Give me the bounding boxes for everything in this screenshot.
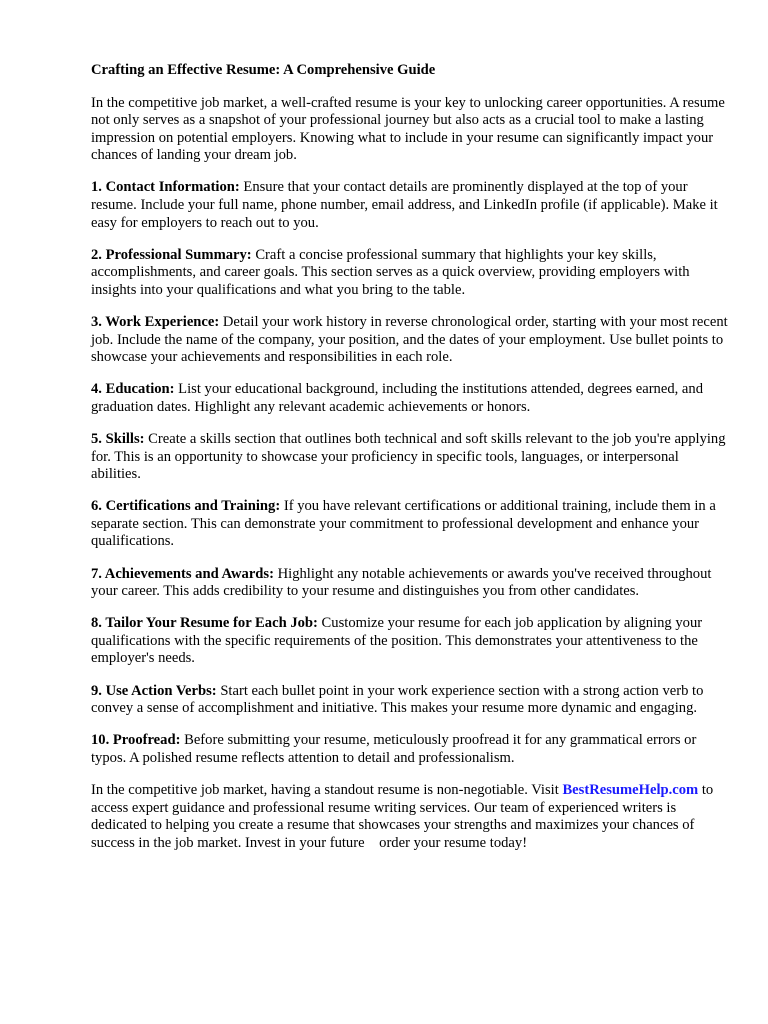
closing-paragraph — [91, 782, 731, 852]
section-body: List your educational background, including the institutions attended, degrees earned, and graduation dates. Highlight any relevant academic achievements or honors. — [91, 381, 703, 415]
section-body: Start each bullet point in your work experience section with a strong action verb to convey a sense of accomplishment and initiative. This makes your resume more dynamic and engaging. — [91, 682, 704, 717]
document-page — [91, 62, 731, 867]
section-heading: 1. Contact Information: — [91, 179, 240, 196]
best-resume-help-link[interactable]: BestResumeHelp.com — [562, 781, 699, 798]
document-title: Crafting an Effective Resume: A Comprehensive Guide — [91, 62, 436, 78]
section-body: Customize your resume for each job application by aligning your qualifications with the specific requirements of the position. This demonstrates your attentiveness to the employer's needs. — [91, 615, 703, 667]
section-heading: 10. Proofread: — [91, 732, 181, 749]
section-contact-information — [91, 179, 731, 232]
closing-text-before-link: In the competitive job market, having a standout resume is non-negotiable. Visit — [91, 781, 563, 798]
section-heading: 7. Achievements and Awards: — [91, 565, 274, 582]
section-body: Ensure that your contact details are prominently displayed at the top of your resume. Include your full name, phone number, email address, and LinkedIn profile (if applicable). Make it easy for employers to reach out to you. — [91, 179, 718, 231]
section-proofread — [91, 732, 731, 767]
section-body: Create a skills section that outlines both technical and soft skills relevant to the job you're applying for. This is an opportunity to showcase your proficiency in specific tools, languages, or interpersonal abilities. — [91, 431, 726, 483]
section-body: Before submitting your resume, meticulously proofread it for any grammatical errors or typos. A polished resume reflects attention to detail and professionalism. — [91, 732, 697, 766]
section-heading: 4. Education: — [91, 381, 175, 398]
section-achievements — [91, 566, 731, 601]
intro-paragraph: In the competitive job market, a well-crafted resume is your key to unlocking career opportunities. A resume not only serves as a snapshot of your professional journey but also acts as a crucial tool to make a lasting impression on potential employers. Knowing what to include in your resume can significantly impact your chances of landing your dream job. — [91, 94, 725, 164]
section-heading: 6. Certifications and Training: — [91, 498, 281, 515]
closing-text-after-link: to access expert guidance and professional resume writing services. Our team of experienced writers is dedicated to helping you create a resume that showcases your strengths and maximizes your chances of success in the job market. Invest in your future order your resume today! — [91, 781, 717, 851]
section-education — [91, 381, 731, 416]
section-certifications — [91, 498, 731, 551]
section-work-experience — [91, 314, 731, 367]
section-skills — [91, 431, 731, 484]
section-tailor-resume — [91, 615, 731, 668]
section-body: Detail your work history in reverse chronological order, starting with your most recent job. Include the name of the company, your position, and the dates of your employment. Use bullet points to showcase your achievements and responsibilities in each role. — [91, 314, 728, 366]
section-heading: 5. Skills: — [91, 431, 145, 447]
section-body: Craft a concise professional summary that highlights your key skills, accomplishments, and career goals. This section serves as a quick overview, providing employers with insights into your qualifications and what you bring to the table. — [91, 246, 690, 298]
section-body: Highlight any notable achievements or awards you've received throughout your career. This adds credibility to your resume and distinguishes you from other candidates. — [91, 565, 712, 600]
section-heading: 8. Tailor Your Resume for Each Job: — [91, 615, 318, 632]
section-action-verbs — [91, 683, 731, 718]
section-heading: 3. Work Experience: — [91, 314, 220, 331]
section-body: If you have relevant certifications or additional training, include them in a separate section. This can demonstrate your commitment to professional development and enhance your qualifications. — [91, 498, 716, 550]
section-heading: 2. Professional Summary: — [91, 246, 252, 263]
section-professional-summary — [91, 247, 731, 300]
section-heading: 9. Use Action Verbs: — [91, 682, 217, 699]
